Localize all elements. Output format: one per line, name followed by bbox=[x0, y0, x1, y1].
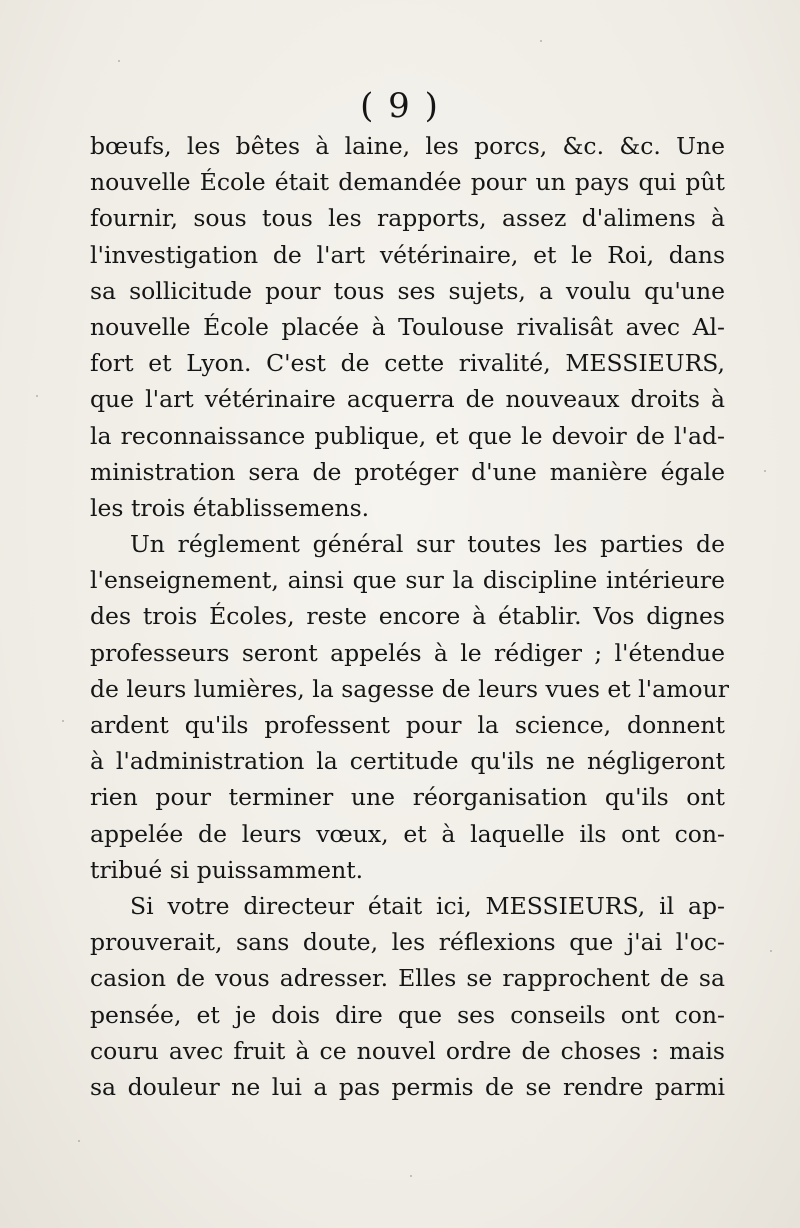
body-text bbox=[90, 128, 729, 1105]
text-line: tribué si puissamment. bbox=[90, 855, 364, 884]
paper-speck bbox=[36, 395, 38, 397]
text-line: ministration sera de protéger d'une manière égale bbox=[90, 457, 725, 486]
text-line: sa douleur ne lui a pas permis de se rendre parmi bbox=[90, 1072, 725, 1101]
text-line: bœufs, les bêtes à laine, les porcs, &c. &c. Une bbox=[90, 132, 725, 160]
text-line: l'investigation de l'art vétérinaire, et le Roi, dans bbox=[90, 240, 725, 269]
text-line: fort et Lyon. C'est de cette rivalité, MESSIEURS, bbox=[90, 349, 725, 378]
paper-speck bbox=[78, 1140, 80, 1142]
text-line: à l'administration la certitude qu'ils ne négligeront bbox=[90, 747, 725, 776]
text-line: ardent qu'ils professent pour la science, donnent bbox=[90, 711, 725, 739]
paper-speck bbox=[764, 470, 766, 472]
paragraph-1 bbox=[90, 128, 725, 526]
paper-speck bbox=[118, 60, 120, 62]
page-number: ( 9 ) bbox=[360, 86, 440, 126]
text-line: casion de vous adresser. Elles se rapprochent de sa bbox=[90, 964, 725, 993]
text-line: sa sollicitude pour tous ses sujets, a voulu qu'une bbox=[90, 276, 725, 305]
text-line: couru avec fruit à ce nouvel ordre de choses : mais bbox=[90, 1036, 725, 1065]
text-line: appelée de leurs vœux, et à laquelle ils ont con- bbox=[90, 819, 725, 848]
text-line: les trois établissemens. bbox=[90, 493, 370, 522]
paragraph-2 bbox=[90, 526, 729, 888]
paragraph-3 bbox=[90, 888, 725, 1105]
text-line: rien pour terminer une réorganisation qu'ils ont bbox=[90, 783, 725, 812]
text-line: pensée, et je dois dire que ses conseils ont con- bbox=[90, 1000, 725, 1029]
text-line: Si votre directeur était ici, MESSIEURS, il ap- bbox=[130, 891, 725, 920]
text-line: fournir, sous tous les rapports, assez d'alimens à bbox=[90, 204, 725, 233]
text-line: nouvelle École placée à Toulouse rivalisât avec Al- bbox=[90, 312, 725, 341]
text-line: des trois Écoles, reste encore à établir. Vos dignes bbox=[90, 602, 725, 631]
paper-speck bbox=[540, 40, 542, 42]
paper-speck bbox=[62, 720, 64, 722]
text-line: l'enseignement, ainsi que sur la discipline intérieure bbox=[90, 566, 725, 595]
text-line: la reconnaissance publique, et que le devoir de l'ad- bbox=[90, 421, 725, 450]
text-line: que l'art vétérinaire acquerra de nouveaux droits à bbox=[90, 385, 725, 414]
text-line: Un réglement général sur toutes les parties de bbox=[130, 530, 725, 559]
text-line: de leurs lumières, la sagesse de leurs vues et l'amour bbox=[90, 674, 729, 703]
text-line: professeurs seront appelés à le rédiger ; l'étendue bbox=[90, 638, 725, 667]
text-line: prouverait, sans doute, les réflexions que j'ai l'oc- bbox=[90, 928, 725, 957]
paper-speck bbox=[770, 950, 772, 952]
paper-speck bbox=[410, 1175, 412, 1177]
text-line: nouvelle École était demandée pour un pays qui pût bbox=[90, 168, 725, 197]
